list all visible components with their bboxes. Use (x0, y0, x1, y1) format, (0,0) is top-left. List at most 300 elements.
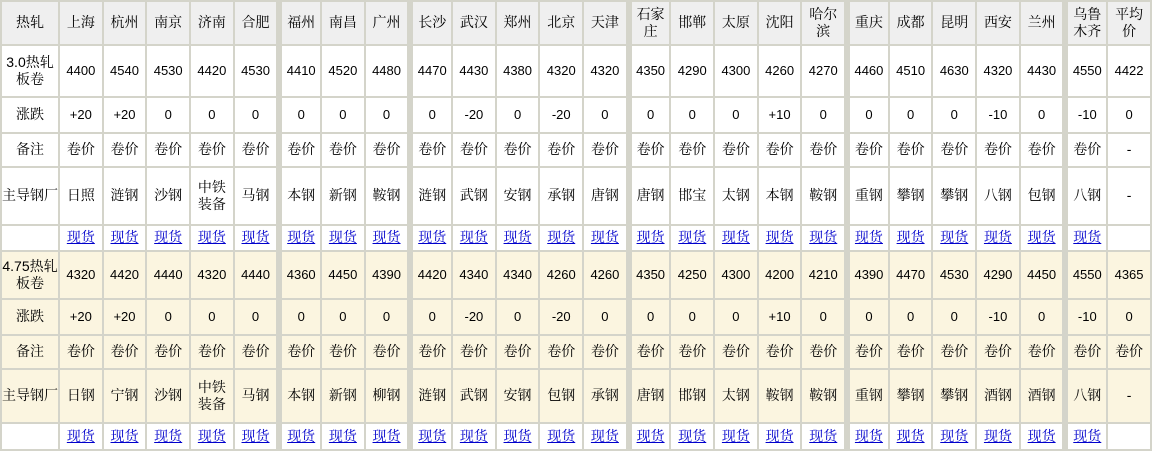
change-cell: +20 (60, 300, 102, 334)
change-cell: -20 (540, 98, 582, 132)
note-row (2, 336, 1150, 368)
note-cell: 卷价 (540, 134, 582, 166)
spot-cell (497, 226, 539, 250)
note-cell: 卷价 (497, 134, 539, 166)
spot-link[interactable]: 现货 (154, 229, 183, 246)
spot-link[interactable]: 现货 (896, 427, 925, 444)
change-cell: 0 (147, 98, 189, 132)
spot-cell (1021, 226, 1063, 250)
spot-cell (60, 424, 102, 449)
change-cell: 0 (1108, 300, 1150, 334)
mill-cell: 包钢 (1021, 168, 1063, 224)
spot-cell (1064, 226, 1106, 250)
note-cell: 卷价 (977, 134, 1019, 166)
mill-cell: 八钢 (977, 168, 1019, 224)
spot-cell (715, 424, 757, 449)
price-cell: 4260 (540, 252, 582, 298)
change-cell: 0 (802, 300, 844, 334)
mill-cell: 日照 (60, 168, 102, 224)
spot-cell (628, 226, 670, 250)
note-cell: 卷价 (933, 134, 975, 166)
mill-cell: 沙钢 (147, 168, 189, 224)
change-cell: 0 (671, 98, 713, 132)
note-cell: 卷价 (671, 336, 713, 368)
city-header: 天津 (584, 2, 626, 44)
spot-link[interactable]: 现货 (503, 427, 532, 444)
city-header: 太原 (715, 2, 757, 44)
price-row (2, 46, 1150, 96)
note-row-label: 备注 (2, 134, 58, 166)
spot-link[interactable]: 现货 (636, 229, 665, 246)
note-cell: 卷价 (802, 336, 844, 368)
note-cell: 卷价 (409, 336, 451, 368)
note-cell: 卷价 (1108, 336, 1150, 368)
spot-cell (104, 226, 146, 250)
spot-cell (933, 226, 975, 250)
change-cell: +10 (759, 300, 801, 334)
price-cell: 4420 (409, 252, 451, 298)
price-cell: 4300 (715, 46, 757, 96)
spot-row (2, 226, 1150, 250)
spot-cell (671, 424, 713, 449)
price-cell: 4270 (802, 46, 844, 96)
price-cell: 4520 (322, 46, 364, 96)
note-cell: 卷价 (322, 134, 364, 166)
note-cell: 卷价 (104, 134, 146, 166)
spot-link[interactable]: 现货 (287, 427, 316, 444)
price-cell: 4440 (147, 252, 189, 298)
spot-cell (366, 424, 408, 449)
note-cell: 卷价 (409, 134, 451, 166)
price-cell: 4300 (715, 252, 757, 298)
spot-link[interactable]: 现货 (110, 229, 139, 246)
spot-cell (977, 424, 1019, 449)
mill-cell: 本钢 (278, 168, 320, 224)
change-row (2, 300, 1150, 334)
spot-link[interactable]: 现货 (287, 229, 316, 246)
change-cell: -10 (1064, 98, 1106, 132)
price-table-body (2, 2, 1150, 449)
spot-row-label (2, 226, 58, 250)
change-cell: 0 (628, 98, 670, 132)
spot-link[interactable]: 现货 (372, 427, 401, 444)
change-cell: 0 (846, 98, 888, 132)
note-cell: 卷价 (933, 336, 975, 368)
spot-link[interactable]: 现货 (110, 427, 139, 444)
mill-row-label: 主导钢厂 (2, 168, 58, 224)
spot-link[interactable]: 现货 (983, 427, 1012, 444)
spot-link[interactable]: 现货 (590, 427, 619, 444)
price-cell: 4200 (759, 252, 801, 298)
note-cell: 卷价 (60, 134, 102, 166)
spot-link[interactable]: 现货 (809, 229, 838, 246)
change-cell: -10 (977, 98, 1019, 132)
spot-cell (584, 226, 626, 250)
city-header: 合肥 (235, 2, 277, 44)
spot-link[interactable]: 现货 (154, 427, 183, 444)
note-cell: 卷价 (715, 134, 757, 166)
note-cell: 卷价 (584, 134, 626, 166)
mill-cell: 包钢 (540, 370, 582, 422)
change-cell: -10 (977, 300, 1019, 334)
price-cell: 4390 (846, 252, 888, 298)
note-row-label: 备注 (2, 336, 58, 368)
spot-cell (322, 424, 364, 449)
mill-row (2, 168, 1150, 224)
change-cell: 0 (409, 98, 451, 132)
note-cell: 卷价 (802, 134, 844, 166)
mill-cell: 日钢 (60, 370, 102, 422)
mill-cell: 鞍钢 (802, 370, 844, 422)
price-cell: 4290 (977, 252, 1019, 298)
city-header: 昆明 (933, 2, 975, 44)
spot-cell (409, 226, 451, 250)
change-cell: 0 (147, 300, 189, 334)
mill-cell: 承钢 (540, 168, 582, 224)
change-cell: 0 (802, 98, 844, 132)
spot-cell (104, 424, 146, 449)
spot-link[interactable]: 现货 (590, 229, 619, 246)
price-cell: 4320 (584, 46, 626, 96)
spot-link[interactable]: 现货 (459, 229, 488, 246)
spot-cell (584, 424, 626, 449)
note-cell: 卷价 (147, 134, 189, 166)
price-cell: 4530 (147, 46, 189, 96)
note-row (2, 134, 1150, 166)
change-cell: 0 (584, 300, 626, 334)
note-cell: 卷价 (453, 336, 495, 368)
change-cell: 0 (628, 300, 670, 334)
change-cell: 0 (671, 300, 713, 334)
city-header: 乌鲁木齐 (1064, 2, 1106, 44)
spot-link[interactable]: 现货 (1027, 229, 1056, 246)
spot-link[interactable]: 现货 (678, 229, 707, 246)
change-cell: 0 (366, 98, 408, 132)
note-cell: 卷价 (1021, 134, 1063, 166)
spot-cell (540, 424, 582, 449)
change-cell: 0 (366, 300, 408, 334)
city-header: 长沙 (409, 2, 451, 44)
price-cell: 4630 (933, 46, 975, 96)
corner-label: 热轧 (2, 2, 58, 44)
price-cell: 4450 (322, 252, 364, 298)
spot-link[interactable]: 现货 (328, 229, 357, 246)
spot-cell (1108, 226, 1150, 250)
price-cell: 4250 (671, 252, 713, 298)
change-cell: +20 (104, 300, 146, 334)
price-cell: 4320 (60, 252, 102, 298)
price-cell: 4320 (540, 46, 582, 96)
note-cell: 卷价 (890, 336, 932, 368)
spot-link[interactable]: 现货 (197, 229, 226, 246)
note-cell: 卷价 (191, 336, 233, 368)
spot-link[interactable]: 现货 (418, 229, 447, 246)
spot-cell (453, 226, 495, 250)
note-cell: 卷价 (366, 336, 408, 368)
change-cell: 0 (235, 98, 277, 132)
city-header: 杭州 (104, 2, 146, 44)
spot-link[interactable]: 现货 (197, 427, 226, 444)
change-cell: 0 (890, 300, 932, 334)
mill-cell: 鞍钢 (759, 370, 801, 422)
note-cell: 卷价 (759, 134, 801, 166)
spot-cell (977, 226, 1019, 250)
note-cell: 卷价 (628, 134, 670, 166)
city-header: 福州 (278, 2, 320, 44)
price-cell: 4210 (802, 252, 844, 298)
change-cell: 0 (584, 98, 626, 132)
change-row (2, 98, 1150, 132)
mill-cell: 酒钢 (1021, 370, 1063, 422)
spot-cell (671, 226, 713, 250)
price-cell: 4350 (628, 252, 670, 298)
mill-cell: 宁钢 (104, 370, 146, 422)
spot-link[interactable]: 现货 (896, 229, 925, 246)
spot-link[interactable]: 现货 (1073, 229, 1102, 246)
mill-cell: - (1108, 168, 1150, 224)
mill-cell: 唐钢 (628, 168, 670, 224)
city-header: 上海 (60, 2, 102, 44)
change-cell: 0 (1021, 300, 1063, 334)
spot-link[interactable]: 现货 (547, 229, 576, 246)
spot-link[interactable]: 现货 (854, 229, 883, 246)
mill-cell: 武钢 (453, 370, 495, 422)
spot-cell (497, 424, 539, 449)
product-label: 3.0热轧板卷 (2, 46, 58, 96)
spot-link[interactable]: 现货 (66, 427, 95, 444)
mill-cell: 攀钢 (890, 168, 932, 224)
product-label: 4.75热轧板卷 (2, 252, 58, 298)
change-cell: -20 (453, 300, 495, 334)
spot-link[interactable]: 现货 (678, 427, 707, 444)
city-header: 石家庄 (628, 2, 670, 44)
spot-link[interactable]: 现货 (940, 229, 969, 246)
change-cell: 0 (497, 300, 539, 334)
price-cell: 4450 (1021, 252, 1063, 298)
price-cell: 4380 (497, 46, 539, 96)
change-cell: 0 (278, 98, 320, 132)
spot-cell (235, 424, 277, 449)
mill-cell: 鞍钢 (366, 168, 408, 224)
mill-cell: 中铁装备 (191, 370, 233, 422)
note-cell: 卷价 (278, 134, 320, 166)
mill-cell: - (1108, 370, 1150, 422)
change-cell: 0 (322, 98, 364, 132)
spot-link[interactable]: 现货 (809, 427, 838, 444)
note-cell: 卷价 (715, 336, 757, 368)
mill-cell: 涟钢 (409, 168, 451, 224)
price-cell: 4390 (366, 252, 408, 298)
spot-link[interactable]: 现货 (765, 229, 794, 246)
mill-cell: 新钢 (322, 168, 364, 224)
spot-link[interactable]: 现货 (721, 229, 750, 246)
note-cell: 卷价 (497, 336, 539, 368)
city-header: 南昌 (322, 2, 364, 44)
mill-row (2, 370, 1150, 422)
spot-link[interactable]: 现货 (418, 427, 447, 444)
spot-link[interactable]: 现货 (66, 229, 95, 246)
header-row (2, 2, 1150, 44)
mill-cell: 攀钢 (933, 168, 975, 224)
price-cell: 4340 (497, 252, 539, 298)
mill-cell: 本钢 (759, 168, 801, 224)
change-cell: 0 (322, 300, 364, 334)
mill-cell: 武钢 (453, 168, 495, 224)
price-cell: 4470 (409, 46, 451, 96)
city-header: 南京 (147, 2, 189, 44)
spot-cell (846, 424, 888, 449)
spot-cell (147, 226, 189, 250)
note-cell: 卷价 (671, 134, 713, 166)
mill-cell: 马钢 (235, 168, 277, 224)
change-cell: -20 (453, 98, 495, 132)
city-header: 广州 (366, 2, 408, 44)
spot-cell (147, 424, 189, 449)
mill-cell: 安钢 (497, 168, 539, 224)
price-cell: 4470 (890, 252, 932, 298)
spot-link[interactable]: 现货 (1073, 427, 1102, 444)
spot-link[interactable]: 现货 (854, 427, 883, 444)
price-cell: 4365 (1108, 252, 1150, 298)
change-row-label: 涨跌 (2, 300, 58, 334)
spot-cell (1064, 424, 1106, 449)
price-cell: 4320 (977, 46, 1019, 96)
price-cell: 4510 (890, 46, 932, 96)
city-header: 济南 (191, 2, 233, 44)
mill-cell: 本钢 (278, 370, 320, 422)
note-cell: 卷价 (104, 336, 146, 368)
mill-cell: 攀钢 (933, 370, 975, 422)
mill-cell: 唐钢 (628, 370, 670, 422)
mill-cell: 涟钢 (409, 370, 451, 422)
spot-cell (191, 226, 233, 250)
note-cell: 卷价 (366, 134, 408, 166)
price-cell: 4260 (584, 252, 626, 298)
city-header: 成都 (890, 2, 932, 44)
change-cell: 0 (890, 98, 932, 132)
mill-cell: 重钢 (846, 370, 888, 422)
price-cell: 4440 (235, 252, 277, 298)
note-cell: 卷价 (453, 134, 495, 166)
spot-cell (715, 226, 757, 250)
spot-link[interactable]: 现货 (241, 229, 270, 246)
city-header: 北京 (540, 2, 582, 44)
spot-link[interactable]: 现货 (636, 427, 665, 444)
note-cell: 卷价 (235, 134, 277, 166)
change-cell: 0 (409, 300, 451, 334)
note-cell: 卷价 (147, 336, 189, 368)
spot-cell (933, 424, 975, 449)
change-cell: 0 (1108, 98, 1150, 132)
note-cell: 卷价 (235, 336, 277, 368)
mill-row-label: 主导钢厂 (2, 370, 58, 422)
spot-link[interactable]: 现货 (328, 427, 357, 444)
change-cell: 0 (846, 300, 888, 334)
price-cell: 4420 (191, 46, 233, 96)
spot-cell (802, 424, 844, 449)
price-cell: 4430 (453, 46, 495, 96)
spot-link[interactable]: 现货 (721, 427, 750, 444)
city-header: 重庆 (846, 2, 888, 44)
note-cell: 卷价 (1021, 336, 1063, 368)
price-cell: 4350 (628, 46, 670, 96)
mill-cell: 重钢 (846, 168, 888, 224)
price-cell: 4540 (104, 46, 146, 96)
spot-link[interactable]: 现货 (983, 229, 1012, 246)
mill-cell: 太钢 (715, 168, 757, 224)
city-header: 郑州 (497, 2, 539, 44)
price-cell: 4290 (671, 46, 713, 96)
spot-cell (846, 226, 888, 250)
change-cell: 0 (235, 300, 277, 334)
spot-cell (759, 226, 801, 250)
note-cell: 卷价 (584, 336, 626, 368)
spot-cell (278, 424, 320, 449)
city-header: 西安 (977, 2, 1019, 44)
note-cell: 卷价 (540, 336, 582, 368)
spot-cell (322, 226, 364, 250)
change-cell: 0 (1021, 98, 1063, 132)
spot-cell (235, 226, 277, 250)
spot-cell (60, 226, 102, 250)
change-cell: +10 (759, 98, 801, 132)
price-cell: 4320 (191, 252, 233, 298)
mill-cell: 攀钢 (890, 370, 932, 422)
price-cell: 4430 (1021, 46, 1063, 96)
city-header: 邯郸 (671, 2, 713, 44)
spot-link[interactable]: 现货 (372, 229, 401, 246)
change-cell: 0 (191, 98, 233, 132)
spot-link[interactable]: 现货 (765, 427, 794, 444)
change-cell: -10 (1064, 300, 1106, 334)
note-cell: 卷价 (890, 134, 932, 166)
spot-cell (409, 424, 451, 449)
spot-cell (453, 424, 495, 449)
spot-cell (1108, 424, 1150, 449)
mill-cell: 新钢 (322, 370, 364, 422)
spot-link[interactable]: 现货 (503, 229, 532, 246)
mill-cell: 承钢 (584, 370, 626, 422)
price-cell: 4550 (1064, 252, 1106, 298)
note-cell: 卷价 (278, 336, 320, 368)
city-header: 哈尔滨 (802, 2, 844, 44)
city-header: 平均价 (1108, 2, 1150, 44)
price-cell: 4550 (1064, 46, 1106, 96)
price-row (2, 252, 1150, 298)
spot-cell (628, 424, 670, 449)
change-cell: 0 (497, 98, 539, 132)
mill-cell: 酒钢 (977, 370, 1019, 422)
price-cell: 4420 (104, 252, 146, 298)
change-cell: 0 (278, 300, 320, 334)
mill-cell: 中铁装备 (191, 168, 233, 224)
spot-cell (759, 424, 801, 449)
change-cell: 0 (715, 300, 757, 334)
spot-cell (366, 226, 408, 250)
city-header: 武汉 (453, 2, 495, 44)
change-row-label: 涨跌 (2, 98, 58, 132)
change-cell: -20 (540, 300, 582, 334)
spot-link[interactable]: 现货 (459, 427, 488, 444)
price-cell: 4410 (278, 46, 320, 96)
spot-link[interactable]: 现货 (241, 427, 270, 444)
spot-link[interactable]: 现货 (1027, 427, 1056, 444)
spot-link[interactable]: 现货 (547, 427, 576, 444)
change-cell: +20 (104, 98, 146, 132)
price-cell: 4400 (60, 46, 102, 96)
spot-link[interactable]: 现货 (940, 427, 969, 444)
price-cell: 4360 (278, 252, 320, 298)
